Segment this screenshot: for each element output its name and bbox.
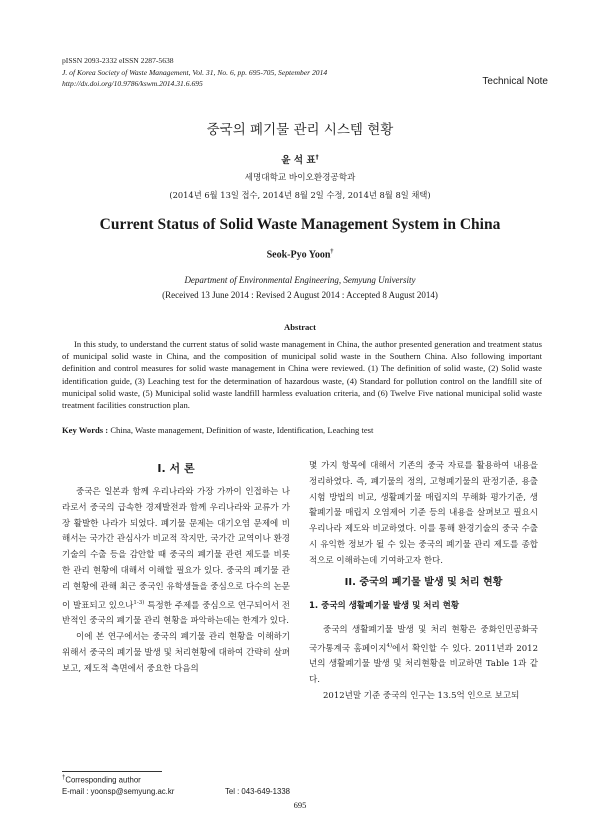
abstract-heading: Abstract: [284, 322, 316, 332]
abstract-body: [62, 338, 542, 411]
footnote-label: Corresponding author: [65, 775, 141, 785]
section-1-heading: I. 서 론: [157, 462, 195, 475]
keywords-list: China, Waste management, Definition of waste, Identification, Leaching test: [110, 425, 374, 435]
intro-p1-text: 중국은 일본과 함께 우리나라와 가장 가까이 인접하는 나라로서 중국의 급속한 경제발전과 함께 우리나라와 교류가 가장 활발한 나라가 되었다. 폐기물 문제는 대기오염 문제에 비해서는 국가간 관심사가 비교적 작지만, 국가간 교역이나 환경기술의 수출 등을 감안할 때 중국의 폐기물 관련 제도를 비롯한 관리 현황에 대해서 이해할 필요가 있다. 중국의 폐기물 관리 현황에 관해 최근 중국인 유학생들을 중심으로 다수의 논문이 발표되고 있으나: [62, 487, 290, 611]
left-column: [62, 485, 290, 677]
section-2-paragraph-1: [309, 623, 538, 689]
english-title: Current Status of Solid Waste Management System in China: [99, 216, 501, 233]
korean-affiliation: 세명대학교 바이오환경공학과: [244, 173, 356, 183]
intro-paragraph-1: [62, 485, 290, 630]
english-author: [0, 249, 600, 260]
footnote: [62, 773, 290, 798]
keywords: [62, 425, 373, 435]
journal-citation: J. of Korea Society of Waste Management, Vol. 31, No. 6, pp. 695-705, September 2014: [62, 67, 328, 77]
right-column: [309, 459, 538, 570]
section-2-paragraph-2: 2012년말 기준 중국의 인구는 13.5억 인으로 보고되: [323, 691, 520, 702]
footnote-rule: [62, 771, 162, 772]
footnote-label-row: [62, 773, 290, 786]
section-2-body: [309, 623, 538, 705]
corresponding-mark: †: [330, 249, 334, 255]
footnote-contact-row: [62, 786, 290, 798]
s2-p1-text-cont: 에서 확인할 수 있다. 2011년과 2012년의 생활폐기물 발생 및 처리현황을 비교하면 Table 1과 같다.: [309, 643, 538, 686]
abstract-text: In this study, to understand the current status of solid waste management in China, the author presented generation and treatment status of municipal solid waste in China, and the composition of municipal solid waste in the Southern China. Also following important definition and control measures for solid waste management in China were reviewed. (1) The definition of solid waste, (2) Solid waste identification guide, (3) Leaching test for the determination of hazardous waste, (4) Standard for pollution control on the landfill site of municipal solid waste, (5) Municipal solid waste landfill harmless evaluation criteria, and (6) Twelve Five national municipal solid waste treatment facilities construction plan.: [62, 339, 542, 411]
citation-ref[interactable]: 1-3): [133, 599, 145, 606]
s2-p1-text: 중국의 생활폐기물 발생 및 처리 현황은 중화인민공화국 국가통계국 홈페이지: [309, 625, 538, 654]
intro-paragraph-continued: 몇 가지 항목에 대해서 기존의 중국 자료를 활용하여 내용을 정리하였다. 즉, 폐기물의 정의, 고형폐기물의 판정기준, 용출시험 방법의 비교, 생활폐기물 매립지의 무해화 평가기준, 생활폐기물 매립지 오염제어 기준 등의 내용을 살펴보고 필요시 우리나라 제도와 비교하였다. 이를 통해 환경기술의 중국 수출시 유익한 정보가 될 수 있는 중국의 폐기물 관리 제도를 종합적으로 이해하는데 기여하고자 한다.: [309, 461, 538, 566]
section-2-heading: II. 중국의 폐기물 발생 및 처리 현황: [344, 577, 503, 588]
english-affiliation: Department of Environmental Engineering, Semyung University: [184, 275, 416, 285]
english-author-name: Seok-Pyo Yoon: [266, 249, 331, 261]
intro-paragraph-2: 이에 본 연구에서는 중국의 폐기물 관리 현황을 이해하기 위해서 중국의 폐기물 발생 및 처리현황에 대하여 간략히 살펴보고, 제도적 측면에서 중요한 다음의: [62, 632, 290, 674]
korean-dates: (2014년 6월 13일 접수, 2014년 8월 2일 수정, 2014년 8월 8일 채택): [169, 190, 431, 200]
article-type: Technical Note: [482, 76, 548, 87]
korean-author-name: 윤 석 표: [281, 155, 316, 166]
english-dates: (Received 13 June 2014 : Revised 2 August 2014 : Accepted 8 August 2014): [162, 290, 438, 300]
intro-p1-text-cont: 특정한 주제를 중심으로 연구되어서 전반적인 중국의 폐기물 관리 현황을 파악하는데는 한계가 있다.: [62, 600, 291, 627]
korean-author: [0, 152, 600, 166]
corresponding-mark: †: [315, 153, 319, 161]
doi-link[interactable]: http://dx.doi.org/10.9786/kswm.2014.31.6.695: [62, 79, 203, 89]
footnote-mark: †: [62, 775, 66, 781]
subsection-1-heading: 1. 중국의 생활폐기물 발생 및 처리 현황: [309, 601, 460, 611]
page-number: 695: [293, 800, 307, 810]
korean-title: 중국의 폐기물 관리 시스템 현황: [206, 122, 394, 138]
issn: pISSN 2093-2332 eISSN 2287-5638: [62, 56, 174, 65]
citation-ref[interactable]: 4): [386, 642, 393, 649]
journal-header: [62, 55, 327, 90]
footnote-tel: Tel : 043-649-1338: [224, 787, 290, 797]
keywords-label: Key Words :: [62, 425, 109, 435]
footnote-email[interactable]: E-mail : yoonsp@semyung.ac.kr: [62, 787, 175, 797]
